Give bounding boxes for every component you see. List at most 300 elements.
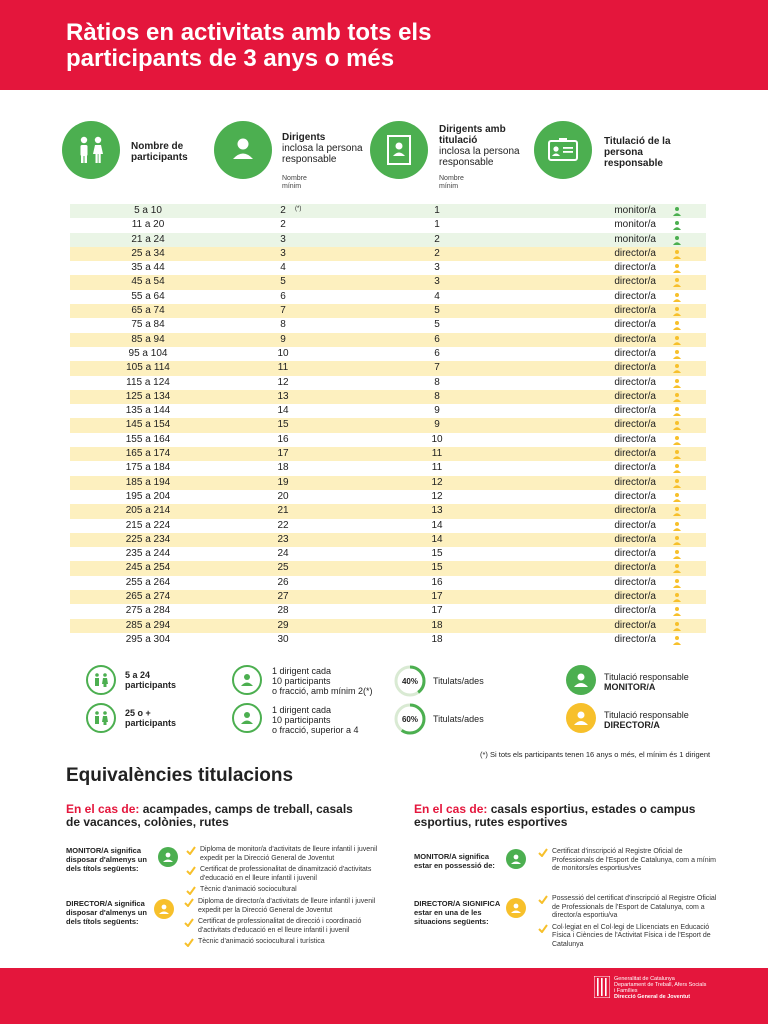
percent-ring-40 <box>393 664 427 703</box>
left-director-label-line1: DIRECTOR/A significa <box>66 899 145 908</box>
director-person-icon <box>672 606 682 616</box>
participants-range: 75 a 84 <box>131 319 165 331</box>
monitor-person-icon <box>672 220 682 230</box>
requirement-item <box>184 898 384 915</box>
monitor-person-icon <box>506 849 526 869</box>
ratio-table <box>70 204 706 647</box>
table-row <box>70 204 706 218</box>
titulats-count: 9 <box>434 405 440 417</box>
column-subtitle-dirigents-titulacio: inclosa la persona responsable <box>439 146 520 168</box>
director-person-icon <box>672 335 682 345</box>
dirigents-count: 14 <box>277 405 289 417</box>
legend-resp-director-line2: DIRECTOR/A <box>604 720 660 730</box>
director-person-icon <box>672 435 682 445</box>
responsible-role: director/a <box>614 591 656 603</box>
requirement-text: Certificat d'inscripció al Registre Oficial de Professionals de l'Esport de Catalunya, com a mínim de monitors/es esportius/ves <box>552 848 716 872</box>
table-row <box>70 333 706 347</box>
table-row <box>70 404 706 418</box>
left-director-requirements <box>184 898 384 950</box>
requirement-text: Possessió del certificat d'inscripció al Registre Oficial de Professionals de l'Esport de Catalunya, com a director/a esportiu/va <box>552 895 717 919</box>
titulats-count: 11 <box>431 462 443 474</box>
participants-range: 65 a 74 <box>131 305 165 317</box>
left-director-label-line2: disposar d'almenys un <box>66 908 147 917</box>
dirigents-count: 3 <box>280 247 286 259</box>
director-person-icon <box>672 406 682 416</box>
dirigents-count: 22 <box>277 519 289 531</box>
certificate-icon <box>370 121 428 179</box>
legend-resp-director-line1: Titulació responsable <box>604 710 689 720</box>
responsible-role: director/a <box>614 619 656 631</box>
participants-range: 11 a 20 <box>131 219 165 231</box>
table-row <box>70 590 706 604</box>
dirigents-count: 26 <box>277 576 289 588</box>
legend-resp-monitor <box>604 672 689 692</box>
responsible-role: monitor/a <box>614 205 656 216</box>
check-icon <box>184 898 194 907</box>
right-monitor-label-line1: MONITOR/A significa <box>414 852 490 861</box>
table-row <box>70 218 706 232</box>
participants-range: 5 a 10 <box>134 205 162 216</box>
requirement-text: Diploma de director/a d'activitats de lleure infantil i juvenil expedit per la Direcció General de Joventut <box>198 898 376 914</box>
left-case-line1: acampades, camps de treball, casals <box>142 802 353 816</box>
requirement-text: Certificat de professionalitat de direcció i coordinació d'activitats d'educació en el lleure infantil i juvenil <box>198 918 362 934</box>
director-person-icon <box>506 898 526 918</box>
person-icon <box>232 703 262 733</box>
responsible-role: director/a <box>614 390 656 402</box>
equivalences-title: Equivalències titulacions <box>66 765 294 786</box>
table-row <box>70 233 706 247</box>
director-person-icon <box>672 363 682 373</box>
requirement-item <box>186 886 386 895</box>
titulats-count: 12 <box>431 490 443 502</box>
check-icon <box>538 895 548 904</box>
person-icon <box>214 121 272 179</box>
dirigents-count: 8 <box>280 319 286 331</box>
left-monitor-label-line1: MONITOR/A significa <box>66 846 142 855</box>
responsible-role: director/a <box>614 305 656 317</box>
right-monitor-label-line2: estar en possessió de: <box>414 861 495 870</box>
column-min-dirigents-titulacio: Nombre mínim <box>439 175 464 190</box>
director-person-icon <box>672 578 682 588</box>
percent-60-value: 60% <box>401 715 419 724</box>
right-director-label-line3: situacions següents: <box>414 917 489 926</box>
dirigents-count: 7 <box>280 305 286 317</box>
table-row <box>70 390 706 404</box>
requirement-item <box>186 846 386 863</box>
participants-range: 95 a 104 <box>128 347 168 359</box>
page-title-line1: Ràtios en activitats amb tots els <box>66 19 432 46</box>
dirigents-count: 19 <box>277 476 289 488</box>
titulats-count: 6 <box>434 333 440 345</box>
responsible-role: director/a <box>614 362 656 374</box>
dirigents-count: 23 <box>277 533 289 545</box>
titulats-count: 11 <box>431 448 443 460</box>
generalitat-text <box>614 976 724 1000</box>
director-person-icon <box>672 549 682 559</box>
table-row <box>70 576 706 590</box>
titulats-count: 3 <box>434 262 440 274</box>
footnote-marker: (*) <box>295 206 302 212</box>
dirigents-count: 25 <box>277 562 289 574</box>
participants-range: 265 a 274 <box>125 591 171 603</box>
titulats-count: 14 <box>431 533 443 545</box>
director-person-icon <box>672 277 682 287</box>
table-row <box>70 547 706 561</box>
responsible-role: director/a <box>614 519 656 531</box>
left-monitor-label <box>66 846 161 873</box>
participants-range: 125 a 134 <box>125 390 171 402</box>
titulats-count: 5 <box>434 319 440 331</box>
legend-large-group-line2: participants <box>125 718 177 728</box>
legend-ratio-large-line2: 10 participants <box>272 715 331 725</box>
check-icon <box>538 848 548 857</box>
table-row <box>70 504 706 518</box>
titulats-count: 7 <box>434 362 440 374</box>
dirigents-count: 6 <box>280 290 286 302</box>
legend-ratio-small-line1: 1 dirigent cada <box>272 666 332 676</box>
responsible-role: director/a <box>614 405 656 417</box>
responsible-role: director/a <box>614 633 656 645</box>
dirigents-count: 16 <box>277 433 289 445</box>
dirigents-count: 27 <box>277 591 289 603</box>
table-row <box>70 604 706 618</box>
person-icon <box>566 665 596 695</box>
dirigents-count: 5 <box>280 276 286 288</box>
right-case-heading <box>414 803 734 829</box>
responsible-role: director/a <box>614 462 656 474</box>
page-title <box>66 20 686 72</box>
participants-range: 295 a 304 <box>125 633 171 645</box>
responsible-role: monitor/a <box>614 219 656 231</box>
requirement-text: Diploma de monitor/a d'activitats de lleure infantil i juvenil expedit per la Direcció General de Joventut <box>200 846 378 862</box>
director-person-icon <box>672 506 682 516</box>
responsible-role: monitor/a <box>614 233 656 245</box>
director-person-icon <box>672 392 682 402</box>
right-director-label-line2: estar en una de les <box>414 908 482 917</box>
legend-ratio-small-line3: o fracció, amb mínim 2(*) <box>272 686 373 696</box>
titulats-count: 10 <box>431 433 443 445</box>
dirigents-count: 11 <box>277 362 289 374</box>
dirigents-count: 21 <box>277 505 289 517</box>
legend-large-group-line1: 25 o + <box>125 708 151 718</box>
right-monitor-label <box>414 852 509 870</box>
director-person-icon <box>154 899 174 919</box>
responsible-role: director/a <box>614 290 656 302</box>
table-row <box>70 519 706 533</box>
table-row <box>70 318 706 332</box>
generalitat-logo-icon <box>594 976 610 998</box>
requirement-text: Tècnic d'animació sociocultural <box>200 886 297 893</box>
check-icon <box>186 866 196 875</box>
column-title-titulacio: Titulació de la persona responsable <box>604 136 671 169</box>
requirement-item <box>538 848 718 874</box>
column-title-dirigents-main: Dirigents <box>282 132 326 143</box>
participants-range: 105 a 114 <box>126 362 170 374</box>
table-row <box>70 490 706 504</box>
footer-line4: Direcció General de Joventut <box>614 994 691 1000</box>
participants-range: 135 a 144 <box>125 405 171 417</box>
director-person-icon <box>672 320 682 330</box>
participants-range: 155 a 164 <box>125 433 171 445</box>
requirement-item <box>184 918 384 935</box>
titulats-count: 1 <box>434 219 440 231</box>
participants-range: 55 a 64 <box>131 290 165 302</box>
participants-range: 175 a 184 <box>125 462 171 474</box>
table-row <box>70 447 706 461</box>
director-person-icon <box>672 292 682 302</box>
legend-ratio-small-line2: 10 participants <box>272 676 331 686</box>
column-title-dirigents-titulacio-main: Dirigents amb titulació <box>439 124 506 146</box>
right-case-line1: casals esportius, estades o campus <box>490 802 696 816</box>
director-person-icon <box>672 249 682 259</box>
dirigents-count: 2 <box>280 205 286 216</box>
dirigents-count: 28 <box>277 605 289 617</box>
titulats-count: 5 <box>434 305 440 317</box>
right-director-label-line1: DIRECTOR/A SIGNIFICA <box>414 899 501 908</box>
participants-range: 25 a 34 <box>131 247 165 259</box>
left-case-line2: de vacances, colònies, rutes <box>66 815 229 829</box>
check-icon <box>184 938 194 947</box>
director-person-icon <box>672 420 682 430</box>
participants-range: 225 a 234 <box>125 533 171 545</box>
participants-range: 215 a 224 <box>125 519 171 531</box>
right-director-label <box>414 899 509 926</box>
director-person-icon <box>672 492 682 502</box>
dirigents-count: 24 <box>277 548 289 560</box>
footer-line2: Departament de Treball, Afers Socials <box>614 982 707 988</box>
responsible-role: director/a <box>614 490 656 502</box>
participants-range: 255 a 264 <box>125 576 171 588</box>
table-row <box>70 476 706 490</box>
left-case-heading <box>66 803 386 829</box>
legend-resp-monitor-line2: MONITOR/A <box>604 682 656 692</box>
table-row <box>70 461 706 475</box>
titulats-count: 2 <box>434 233 440 245</box>
director-person-icon <box>672 592 682 602</box>
table-row <box>70 633 706 647</box>
right-case-line2: esportius, rutes esportives <box>414 815 568 829</box>
titulats-count: 15 <box>431 548 443 560</box>
director-person-icon <box>672 521 682 531</box>
dirigents-count: 9 <box>280 333 286 345</box>
check-icon <box>186 886 196 895</box>
responsible-role: director/a <box>614 476 656 488</box>
responsible-role: director/a <box>614 419 656 431</box>
percent-ring-60 <box>393 702 427 741</box>
responsible-role: director/a <box>614 433 656 445</box>
responsible-role: director/a <box>614 262 656 274</box>
titulats-count: 18 <box>431 633 443 645</box>
table-row <box>70 619 706 633</box>
legend-ratio-large-line3: o fracció, superior a 4 <box>272 725 359 735</box>
check-icon <box>538 924 548 933</box>
table-row <box>70 361 706 375</box>
dirigents-count: 20 <box>277 490 289 502</box>
table-row <box>70 561 706 575</box>
responsible-role: director/a <box>614 333 656 345</box>
right-case-prefix: En el cas de: <box>414 802 488 816</box>
table-row <box>70 347 706 361</box>
right-monitor-requirements <box>538 848 718 877</box>
footnote: (*) Si tots els participants tenen 16 anys o més, el mínim és 1 dirigent <box>480 750 711 759</box>
titulats-count: 16 <box>431 576 443 588</box>
left-monitor-label-line3: dels títols següents: <box>66 864 139 873</box>
responsible-role: director/a <box>614 319 656 331</box>
participants-range: 85 a 94 <box>131 333 165 345</box>
dirigents-count: 29 <box>277 619 289 631</box>
titulats-count: 8 <box>434 390 440 402</box>
table-row <box>70 533 706 547</box>
left-monitor-requirements <box>186 846 386 898</box>
participants-range: 285 a 294 <box>125 619 171 631</box>
monitor-person-icon <box>672 235 682 245</box>
titulats-count: 17 <box>431 591 443 603</box>
titulats-count: 13 <box>431 505 443 517</box>
dirigents-count: 30 <box>277 633 289 645</box>
participants-range: 35 a 44 <box>131 262 165 274</box>
dirigents-count: 3 <box>280 233 286 245</box>
dirigents-count: 2 <box>280 219 286 231</box>
responsible-role: director/a <box>614 576 656 588</box>
column-subtitle-dirigents: inclosa la persona responsable <box>282 143 363 165</box>
legend-ratio-small <box>272 666 373 696</box>
titulats-count: 9 <box>434 419 440 431</box>
dirigents-count: 13 <box>277 390 289 402</box>
page-title-line2: participants de 3 anys o més <box>66 45 395 72</box>
participants-range: 245 a 254 <box>125 562 171 574</box>
left-director-label <box>66 899 161 926</box>
legend-small-group <box>125 670 176 690</box>
table-row <box>70 376 706 390</box>
responsible-role: director/a <box>614 533 656 545</box>
titulats-count: 12 <box>431 476 443 488</box>
dirigents-count: 12 <box>277 376 289 388</box>
titulats-count: 3 <box>434 276 440 288</box>
director-person-icon <box>672 449 682 459</box>
percent-40-value: 40% <box>401 677 419 686</box>
children-icon <box>86 665 116 695</box>
requirement-item <box>538 924 726 950</box>
responsible-role: director/a <box>614 276 656 288</box>
director-person-icon <box>672 621 682 631</box>
left-case-prefix: En el cas de: <box>66 802 140 816</box>
responsible-role: director/a <box>614 448 656 460</box>
legend-pct-small-label: Titulats/ades <box>433 676 484 686</box>
table-row <box>70 275 706 289</box>
person-icon <box>232 665 262 695</box>
responsible-role: director/a <box>614 247 656 259</box>
titulats-count: 4 <box>434 290 440 302</box>
footer-line1: Generalitat de Catalunya <box>614 976 675 982</box>
monitor-person-icon <box>158 847 178 867</box>
titulats-count: 2 <box>434 247 440 259</box>
director-person-icon <box>672 306 682 316</box>
director-person-icon <box>672 463 682 473</box>
director-person-icon <box>672 563 682 573</box>
director-person-icon <box>672 263 682 273</box>
legend-ratio-large-line1: 1 dirigent cada <box>272 705 332 715</box>
participants-range: 195 a 204 <box>125 490 171 502</box>
responsible-role: director/a <box>614 562 656 574</box>
children-icon <box>86 703 116 733</box>
titulats-count: 17 <box>431 605 443 617</box>
participants-range: 205 a 214 <box>125 505 171 517</box>
table-row <box>70 418 706 432</box>
left-director-label-line3: dels títols següents: <box>66 917 139 926</box>
director-person-icon <box>672 535 682 545</box>
participants-range: 275 a 284 <box>125 605 171 617</box>
monitor-person-icon <box>672 206 682 216</box>
responsible-role: director/a <box>614 505 656 517</box>
dirigents-count: 15 <box>277 419 289 431</box>
id-card-icon <box>534 121 592 179</box>
participants-range: 235 a 244 <box>125 548 171 560</box>
column-title-dirigents <box>282 132 364 165</box>
legend-resp-monitor-line1: Titulació responsable <box>604 672 689 682</box>
requirement-text: Tècnic d'animació sociocultural i turística <box>198 938 325 945</box>
table-row <box>70 433 706 447</box>
director-person-icon <box>672 378 682 388</box>
table-row <box>70 304 706 318</box>
left-monitor-label-line2: disposar d'almenys un <box>66 855 147 864</box>
director-person-icon <box>672 635 682 645</box>
titulats-count: 1 <box>434 205 440 216</box>
requirement-text: Certificat de professionalitat de dinamització d'activitats d'educació en el lleure infantil i juvenil <box>200 866 372 882</box>
participants-range: 115 a 124 <box>126 376 170 388</box>
right-director-requirements <box>538 895 726 952</box>
requirement-item <box>184 938 384 947</box>
requirement-item <box>538 895 726 921</box>
titulats-count: 6 <box>434 347 440 359</box>
titulats-count: 8 <box>434 376 440 388</box>
table-row <box>70 290 706 304</box>
dirigents-count: 4 <box>280 262 286 274</box>
legend-resp-director <box>604 710 689 730</box>
responsible-role: director/a <box>614 605 656 617</box>
dirigents-count: 17 <box>277 448 289 460</box>
titulats-count: 18 <box>431 619 443 631</box>
column-title-dirigents-titulacio <box>439 124 521 168</box>
director-person-icon <box>672 349 682 359</box>
participants-range: 45 a 54 <box>131 276 165 288</box>
column-min-dirigents: Nombre mínim <box>282 175 307 190</box>
participants-range: 165 a 174 <box>125 448 171 460</box>
children-icon <box>62 121 120 179</box>
legend-pct-large-label: Titulats/ades <box>433 714 484 724</box>
responsible-role: director/a <box>614 376 656 388</box>
person-icon <box>566 703 596 733</box>
check-icon <box>184 918 194 927</box>
legend-small-group-line1: 5 a 24 <box>125 670 151 680</box>
header-banner <box>0 0 768 90</box>
participants-range: 145 a 154 <box>125 419 171 431</box>
footer-line3: i Famílies <box>614 988 638 994</box>
legend-small-group-line2: participants <box>125 680 177 690</box>
requirement-item <box>186 866 386 883</box>
legend-large-group <box>125 708 176 728</box>
legend-ratio-large <box>272 705 359 735</box>
column-title-participants: Nombre de participants <box>131 141 188 163</box>
titulats-count: 15 <box>431 562 443 574</box>
table-row <box>70 247 706 261</box>
titulats-count: 14 <box>431 519 443 531</box>
participants-range: 21 a 24 <box>131 233 165 245</box>
table-row <box>70 261 706 275</box>
responsible-role: director/a <box>614 347 656 359</box>
dirigents-count: 10 <box>277 347 289 359</box>
check-icon <box>186 846 196 855</box>
requirement-text: Col·legiat en el Col·legi de Llicenciats en Educació Física i Ciències de l'Activitat Física i de l'Esport de Catalunya <box>552 923 711 948</box>
